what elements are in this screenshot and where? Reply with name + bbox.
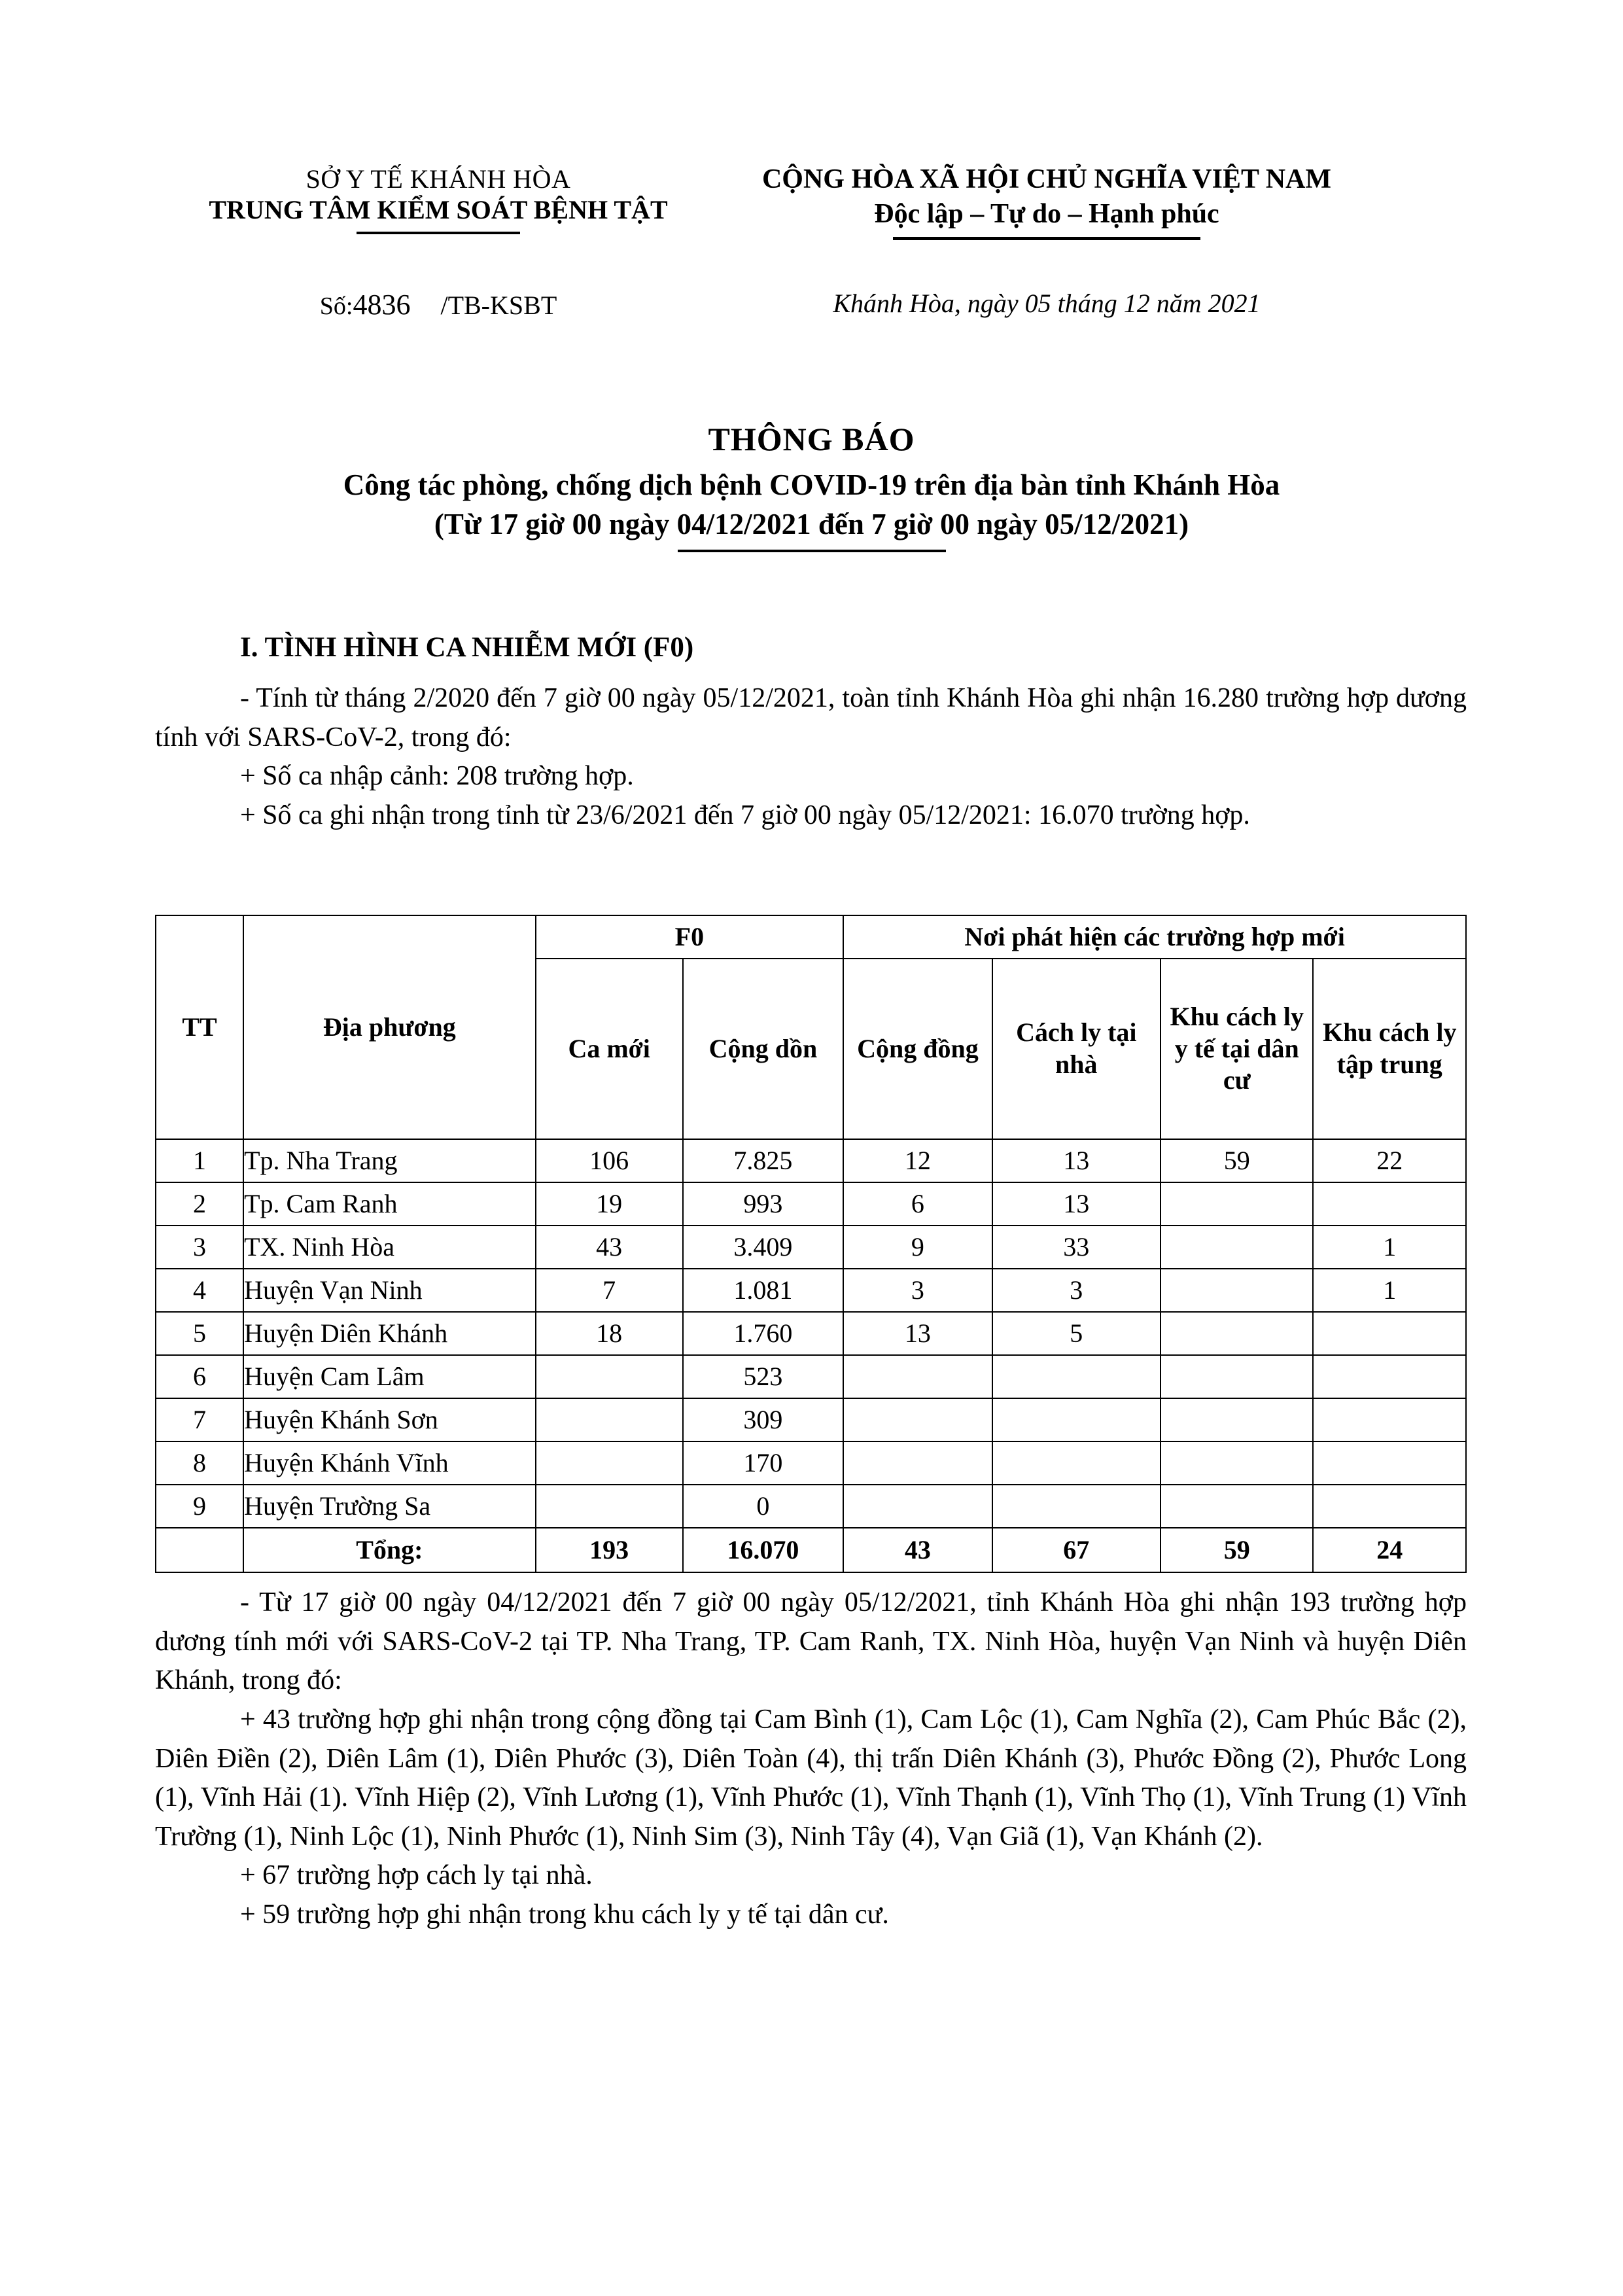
row-community: 12 xyxy=(843,1139,992,1182)
title-underline-rule xyxy=(678,550,946,552)
post-table-content xyxy=(155,1583,1467,1935)
issue-place-date: Khánh Hòa, ngày 05 tháng 12 năm 2021 xyxy=(833,289,1261,318)
table-row xyxy=(156,1269,1466,1312)
row-new-cases xyxy=(536,1398,683,1441)
table-row xyxy=(156,1182,1466,1226)
department-name: SỞ Y TẾ KHÁNH HÒA xyxy=(305,164,571,194)
row-cumulative: 523 xyxy=(683,1355,843,1398)
title-subtitle-line1: Công tác phòng, chống dịch bệnh COVID-19 trên địa bàn tỉnh Khánh Hòa xyxy=(343,468,1280,501)
document-meta-row xyxy=(0,288,1623,321)
total-home-quarantine: 67 xyxy=(992,1528,1161,1572)
table-row xyxy=(156,1441,1466,1485)
column-header-centralized-quarantine-zone: Khu cách ly tập trung xyxy=(1313,959,1466,1139)
post-table-paragraph-3: + 67 trường hợp cách ly tại nhà. xyxy=(240,1860,593,1891)
column-header-medical-quarantine-zone: Khu cách ly y tế tại dân cư xyxy=(1161,959,1313,1139)
table-row xyxy=(156,1398,1466,1441)
row-home-quarantine xyxy=(992,1441,1161,1485)
document-number-block xyxy=(196,288,680,321)
total-new-cases: 193 xyxy=(536,1528,683,1572)
row-locality: Huyện Vạn Ninh xyxy=(243,1269,536,1312)
row-home-quarantine xyxy=(992,1355,1161,1398)
row-community xyxy=(843,1398,992,1441)
column-group-header-f0: F0 xyxy=(536,915,844,959)
row-new-cases: 19 xyxy=(536,1182,683,1226)
row-centralized-quarantine xyxy=(1313,1182,1466,1226)
document-number-value: 4836 xyxy=(353,289,411,321)
table-body xyxy=(156,1139,1466,1528)
row-cumulative: 309 xyxy=(683,1398,843,1441)
row-medical-quarantine xyxy=(1161,1398,1313,1441)
row-home-quarantine xyxy=(992,1398,1161,1441)
row-community: 9 xyxy=(843,1226,992,1269)
row-medical-quarantine xyxy=(1161,1182,1313,1226)
page-title: THÔNG BÁO xyxy=(708,421,915,457)
column-header-tt: TT xyxy=(156,915,243,1139)
document-title-block xyxy=(0,419,1623,552)
row-community: 13 xyxy=(843,1312,992,1355)
row-community xyxy=(843,1441,992,1485)
column-header-home-quarantine: Cách ly tại nhà xyxy=(992,959,1161,1139)
row-cumulative: 3.409 xyxy=(683,1226,843,1269)
row-community xyxy=(843,1485,992,1528)
row-new-cases xyxy=(536,1355,683,1398)
row-cumulative: 0 xyxy=(683,1485,843,1528)
section-paragraph-1: - Tính từ tháng 2/2020 đến 7 giờ 00 ngày 05/12/2021, toàn tỉnh Khánh Hòa ghi nhận 16.280 trường hợp dương tính với SARS-CoV-2, trong đó: xyxy=(155,683,1467,752)
column-header-new-cases: Ca mới xyxy=(536,959,683,1139)
row-index: 6 xyxy=(156,1355,243,1398)
row-medical-quarantine xyxy=(1161,1355,1313,1398)
country-name: CỘNG HÒA XÃ HỘI CHỦ NGHĨA VIỆT NAM xyxy=(761,164,1332,194)
row-locality: Huyện Diên Khánh xyxy=(243,1312,536,1355)
row-locality: Tp. Nha Trang xyxy=(243,1139,536,1182)
national-motto-block xyxy=(680,164,1413,240)
row-locality: Tp. Cam Ranh xyxy=(243,1182,536,1226)
motto-underline-rule xyxy=(893,237,1200,240)
document-header xyxy=(0,164,1623,240)
row-cumulative: 1.081 xyxy=(683,1269,843,1312)
table-row xyxy=(156,1139,1466,1182)
row-centralized-quarantine xyxy=(1313,1441,1466,1485)
title-subtitle-line2: (Từ 17 giờ 00 ngày 04/12/2021 đến 7 giờ 00 ngày 05/12/2021) xyxy=(434,508,1189,541)
column-header-locality: Địa phương xyxy=(243,915,536,1139)
row-home-quarantine: 5 xyxy=(992,1312,1161,1355)
document-number-suffix: /TB-KSBT xyxy=(440,291,557,320)
row-locality: Huyện Khánh Sơn xyxy=(243,1398,536,1441)
column-header-cumulative: Cộng dồn xyxy=(683,959,843,1139)
row-medical-quarantine xyxy=(1161,1269,1313,1312)
total-cumulative: 16.070 xyxy=(683,1528,843,1572)
row-index: 9 xyxy=(156,1485,243,1528)
total-community: 43 xyxy=(843,1528,992,1572)
table-header-row-groups xyxy=(156,915,1466,959)
column-group-header-detection-place: Nơi phát hiện các trường hợp mới xyxy=(843,915,1466,959)
post-table-paragraph-2: + 43 trường hợp ghi nhận trong cộng đồng tại Cam Bình (1), Cam Lộc (1), Cam Nghĩa (2), Cam Phúc Bắc (2), Diên Điền (2), Diên Lâm (1), Diên Phước (3), Diên Toàn (4), thị trấn Diên Khánh (3), Phước Đồng (2), Phước Long (1), Vĩnh Hải (1). Vĩnh Hiệp (2), Vĩnh Lương (1), Vĩnh Phước (1), Vĩnh Thạnh (1), Vĩnh Thọ (1), Vĩnh Trung (1) Vĩnh Trường (1), Ninh Lộc (1), Ninh Phước (1), Ninh Sim (3), Ninh Tây (4), Vạn Giã (1), Vạn Khánh (2). xyxy=(155,1704,1467,1852)
section-paragraph-3: + Số ca ghi nhận trong tỉnh từ 23/6/2021 đến 7 giờ 00 ngày 05/12/2021: 16.070 trường hợp. xyxy=(240,800,1250,831)
row-cumulative: 7.825 xyxy=(683,1139,843,1182)
row-centralized-quarantine: 22 xyxy=(1313,1139,1466,1182)
row-new-cases: 18 xyxy=(536,1312,683,1355)
section-one-content xyxy=(155,628,1467,836)
row-new-cases xyxy=(536,1485,683,1528)
org-underline-rule xyxy=(357,232,520,234)
national-motto: Độc lập – Tự do – Hạnh phúc xyxy=(874,198,1219,229)
row-new-cases: 43 xyxy=(536,1226,683,1269)
total-medical-quarantine: 59 xyxy=(1161,1528,1313,1572)
table-footer xyxy=(156,1528,1466,1572)
row-community: 6 xyxy=(843,1182,992,1226)
section-heading: I. TÌNH HÌNH CA NHIỄM MỚI (F0) xyxy=(240,632,694,663)
row-community xyxy=(843,1355,992,1398)
row-new-cases: 7 xyxy=(536,1269,683,1312)
row-medical-quarantine xyxy=(1161,1226,1313,1269)
row-medical-quarantine: 59 xyxy=(1161,1139,1313,1182)
row-centralized-quarantine xyxy=(1313,1398,1466,1441)
row-centralized-quarantine: 1 xyxy=(1313,1269,1466,1312)
row-new-cases xyxy=(536,1441,683,1485)
table-row xyxy=(156,1355,1466,1398)
row-home-quarantine: 13 xyxy=(992,1182,1161,1226)
row-index: 8 xyxy=(156,1441,243,1485)
row-locality: TX. Ninh Hòa xyxy=(243,1226,536,1269)
table-total-row xyxy=(156,1528,1466,1572)
row-home-quarantine: 13 xyxy=(992,1139,1161,1182)
total-row-label: Tổng: xyxy=(243,1528,536,1572)
post-table-paragraph-1: - Từ 17 giờ 00 ngày 04/12/2021 đến 7 giờ 00 ngày 05/12/2021, tỉnh Khánh Hòa ghi nhận 193 trường hợp dương tính mới với SARS-CoV-2 tại TP. Nha Trang, TP. Cam Ranh, TX. Ninh Hòa, huyện Vạn Ninh và huyện Diên Khánh, trong đó: xyxy=(155,1587,1467,1696)
row-community: 3 xyxy=(843,1269,992,1312)
total-row-blank-tt xyxy=(156,1528,243,1572)
row-home-quarantine: 3 xyxy=(992,1269,1161,1312)
covid-statistics-table xyxy=(155,915,1467,1573)
row-cumulative: 993 xyxy=(683,1182,843,1226)
table-row xyxy=(156,1312,1466,1355)
column-header-community: Cộng đồng xyxy=(843,959,992,1139)
post-table-paragraph-4: + 59 trường hợp ghi nhận trong khu cách ly y tế tại dân cư. xyxy=(240,1899,889,1930)
row-index: 4 xyxy=(156,1269,243,1312)
row-locality: Huyện Cam Lâm xyxy=(243,1355,536,1398)
row-medical-quarantine xyxy=(1161,1312,1313,1355)
row-locality: Huyện Khánh Vĩnh xyxy=(243,1441,536,1485)
row-index: 7 xyxy=(156,1398,243,1441)
table-header xyxy=(156,915,1466,1139)
row-index: 2 xyxy=(156,1182,243,1226)
row-home-quarantine xyxy=(992,1485,1161,1528)
row-centralized-quarantine xyxy=(1313,1355,1466,1398)
document-number-label: Số: xyxy=(319,292,353,320)
row-medical-quarantine xyxy=(1161,1485,1313,1528)
row-index: 5 xyxy=(156,1312,243,1355)
row-new-cases: 106 xyxy=(536,1139,683,1182)
total-centralized-quarantine: 24 xyxy=(1313,1528,1466,1572)
row-centralized-quarantine xyxy=(1313,1485,1466,1528)
table-row xyxy=(156,1485,1466,1528)
section-paragraph-2: + Số ca nhập cảnh: 208 trường hợp. xyxy=(240,761,634,792)
row-index: 1 xyxy=(156,1139,243,1182)
table-row xyxy=(156,1226,1466,1269)
center-name: TRUNG TÂM KIỂM SOÁT BỆNH TẬT xyxy=(209,195,668,225)
row-centralized-quarantine: 1 xyxy=(1313,1226,1466,1269)
row-index: 3 xyxy=(156,1226,243,1269)
issuing-organization-block xyxy=(196,164,680,240)
row-centralized-quarantine xyxy=(1313,1312,1466,1355)
row-cumulative: 170 xyxy=(683,1441,843,1485)
row-locality: Huyện Trường Sa xyxy=(243,1485,536,1528)
row-medical-quarantine xyxy=(1161,1441,1313,1485)
covid-statistics-table-wrapper xyxy=(155,915,1467,1573)
row-cumulative: 1.760 xyxy=(683,1312,843,1355)
row-home-quarantine: 33 xyxy=(992,1226,1161,1269)
